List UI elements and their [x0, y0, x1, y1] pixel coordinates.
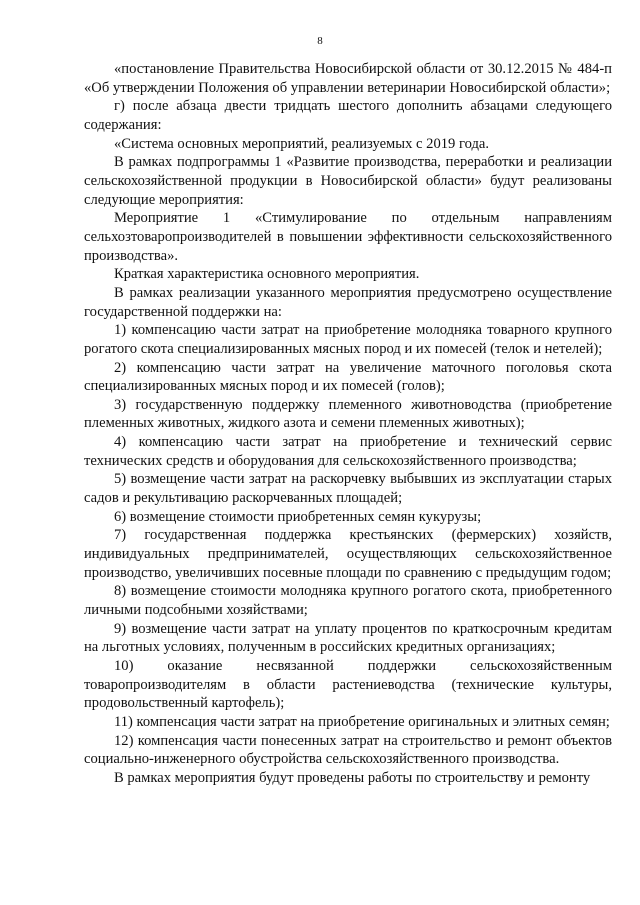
list-item: 9) возмещение части затрат на уплату процентов по краткосрочным кредитам на льготных условиях, полученным в российских кредитных организациях; — [84, 620, 612, 656]
list-item: 8) возмещение стоимости молодняка крупного рогатого скота, приобретенного личными подсобными хозяйствами; — [84, 583, 612, 619]
list-item: 12) компенсация части понесенных затрат на строительство и ремонт объектов социально-инженерного обустройства сельскохозяйственного производства. — [84, 732, 612, 768]
list-item: 6) возмещение стоимости приобретенных семян кукурузы; — [114, 508, 482, 525]
list-item: 1) компенсацию части затрат на приобретение молодняка товарного крупного рогатого скота специализированных мясных пород и их помесей (телок и нетелей); — [84, 322, 612, 357]
document-body — [84, 60, 612, 788]
list-item: 7) государственная поддержка крестьянских (фермерских) хозяйств, индивидуальных предпринимателей, осуществляющих сельскохозяйственное производство, увеличивших посевные площади по сравнению с предыдущим годом; — [84, 527, 612, 581]
list-item: 2) компенсацию части затрат на увеличение маточного поголовья скота специализированных мясных пород и их помесей (голов); — [84, 359, 612, 395]
paragraph: В рамках подпрограммы 1 «Развитие производства, переработки и реализации сельскохозяйственной продукции в Новосибирской области» будут реализованы следующие мероприятия: — [84, 154, 612, 208]
list-item: 4) компенсацию части затрат на приобретение и технический сервис технических средств и оборудования для сельскохозяйственного производства; — [84, 434, 612, 469]
list-item: 3) государственную поддержку племенного животноводства (приобретение племенных животных, жидкого азота и семени племенных животных); — [84, 396, 612, 432]
paragraph: г) после абзаца двести тридцать шестого дополнить абзацами следующего содержания: — [84, 98, 612, 133]
page-number: 8 — [317, 35, 323, 47]
list-item: 5) возмещение части затрат на раскорчевку выбывших из эксплуатации старых садов и рекультивацию раскорчеванных площадей; — [84, 471, 612, 507]
paragraph: Мероприятие 1 «Стимулирование по отдельным направлениям сельхозтоваропроизводителей в повышении эффективности сельскохозяйственного производства». — [84, 210, 612, 264]
paragraph: В рамках реализации указанного мероприятия предусмотрено осуществление государственной поддержки на: — [84, 284, 612, 320]
paragraph: Краткая характеристика основного мероприятия. — [114, 266, 420, 283]
paragraph: «постановление Правительства Новосибирской области от 30.12.2015 № 484-п «Об утверждении Положения об управлении ветеринарии Новосибирской области»; — [84, 61, 612, 96]
list-item: 11) компенсация части затрат на приобретение оригинальных и элитных семян; — [114, 713, 610, 730]
list-item: 10) оказание несвязанной поддержки сельскохозяйственным товаропроизводителям в области растениеводства (технические культуры, продовольственный картофель); — [84, 658, 612, 712]
paragraph: В рамках мероприятия будут проведены работы по строительству и ремонту — [114, 769, 591, 786]
paragraph: «Система основных мероприятий, реализуемых с 2019 года. — [114, 135, 490, 152]
